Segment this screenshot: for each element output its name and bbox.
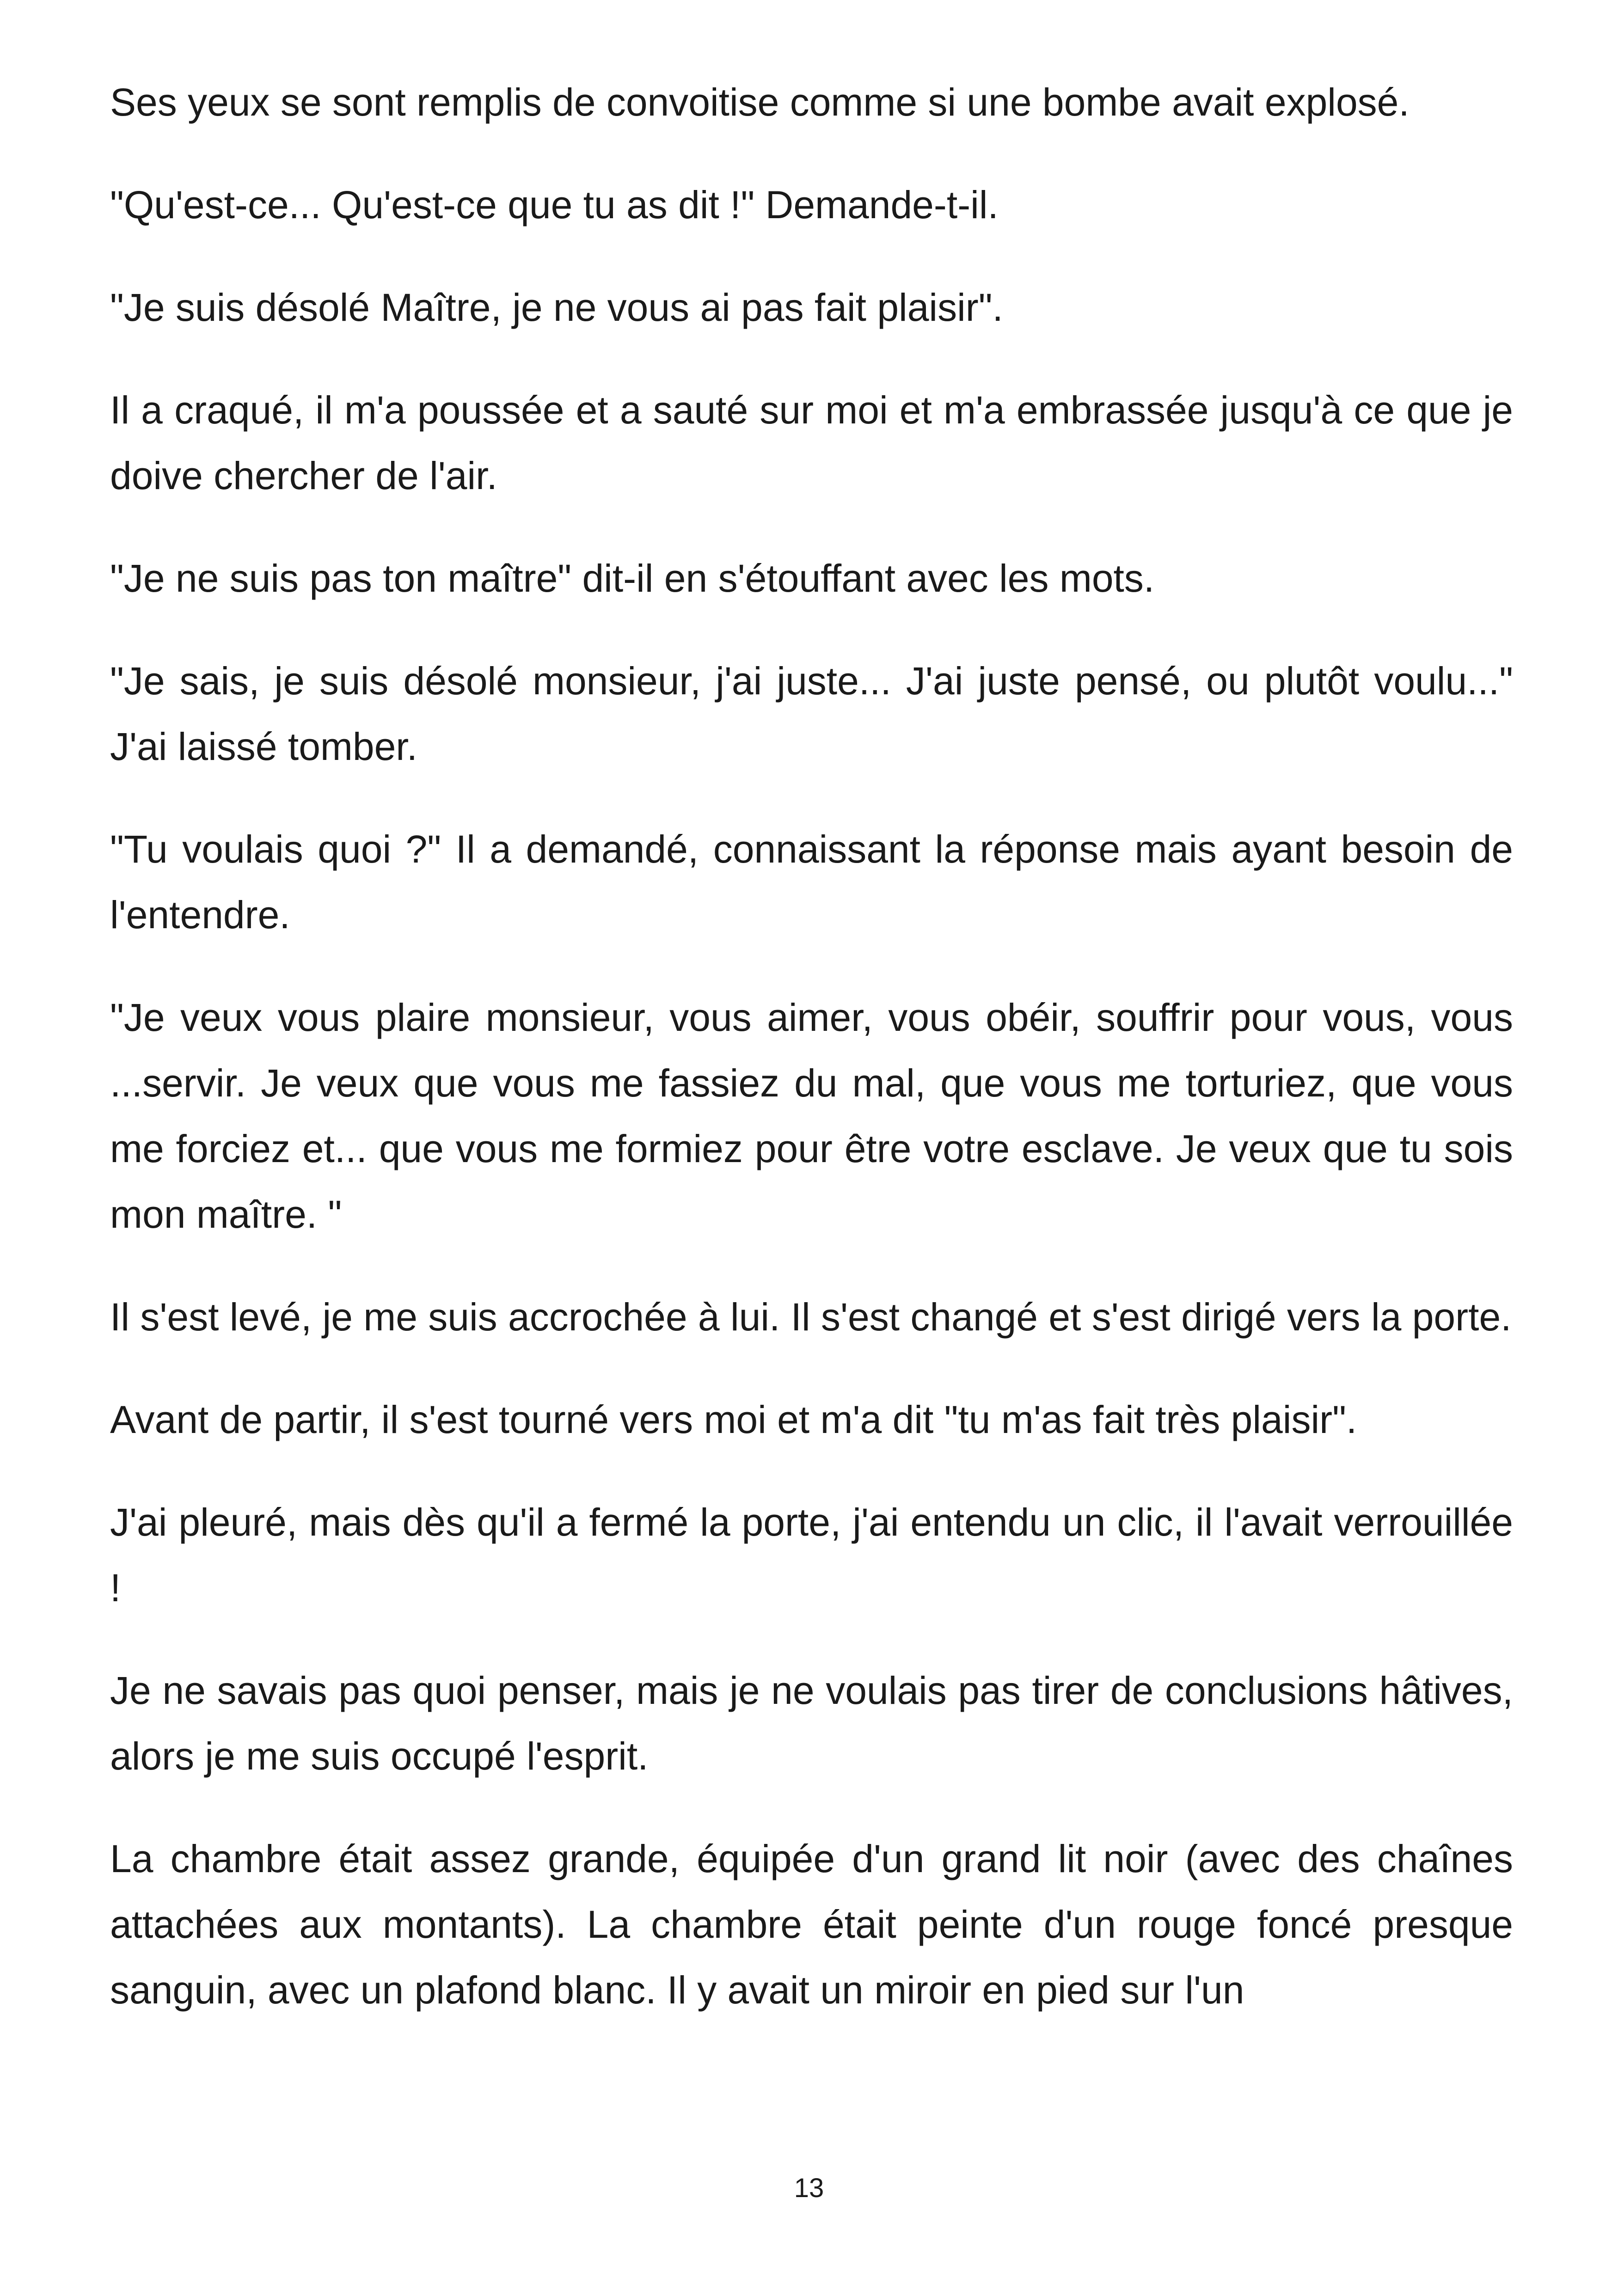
paragraph: "Je ne suis pas ton maître" dit-il en s'étouffant avec les mots. <box>110 557 1155 600</box>
body-text <box>110 69 1513 2060</box>
paragraph: "Je sais, je suis désolé monsieur, j'ai juste... J'ai juste pensé, ou plutôt voulu..." J'ai laissé tomber. <box>110 659 1513 768</box>
paragraph: La chambre était assez grande, équipée d'un grand lit noir (avec des chaînes attachées aux montants). La chambre était peinte d'un rouge foncé presque sanguin, avec un plafond blanc. Il y avait un miroir en pied sur l'un <box>110 1837 1513 2012</box>
paragraph: Il a craqué, il m'a poussée et a sauté sur moi et m'a embrassée jusqu'à ce que je doive chercher de l'air. <box>110 388 1513 497</box>
paragraph: Avant de partir, il s'est tourné vers moi et m'a dit "tu m'as fait très plaisir". <box>110 1398 1357 1441</box>
paragraph: Je ne savais pas quoi penser, mais je ne voulais pas tirer de conclusions hâtives, alors je me suis occupé l'esprit. <box>110 1669 1513 1778</box>
paragraph: "Tu voulais quoi ?" Il a demandé, connaissant la réponse mais ayant besoin de l'entendre. <box>110 827 1513 937</box>
paragraph: Il s'est levé, je me suis accrochée à lui. Il s'est changé et s'est dirigé vers la porte. <box>110 1295 1512 1339</box>
paragraph: "Qu'est-ce... Qu'est-ce que tu as dit !" Demande-t-il. <box>110 183 999 227</box>
paragraph: "Je veux vous plaire monsieur, vous aimer, vous obéir, souffrir pour vous, vous ...servir. Je veux que vous me fassiez du mal, que vous me torturiez, que vous me forciez et... que vous me formiez pour être votre esclave. Je veux que tu sois mon maître. " <box>110 996 1513 1236</box>
page-number: 13 <box>794 2173 824 2203</box>
paragraph: Ses yeux se sont remplis de convoitise comme si une bombe avait explosé. <box>110 80 1410 124</box>
paragraph: J'ai pleuré, mais dès qu'il a fermé la porte, j'ai entendu un clic, il l'avait verrouillée ! <box>110 1500 1513 1610</box>
paragraph: "Je suis désolé Maître, je ne vous ai pas fait plaisir". <box>110 286 1003 329</box>
